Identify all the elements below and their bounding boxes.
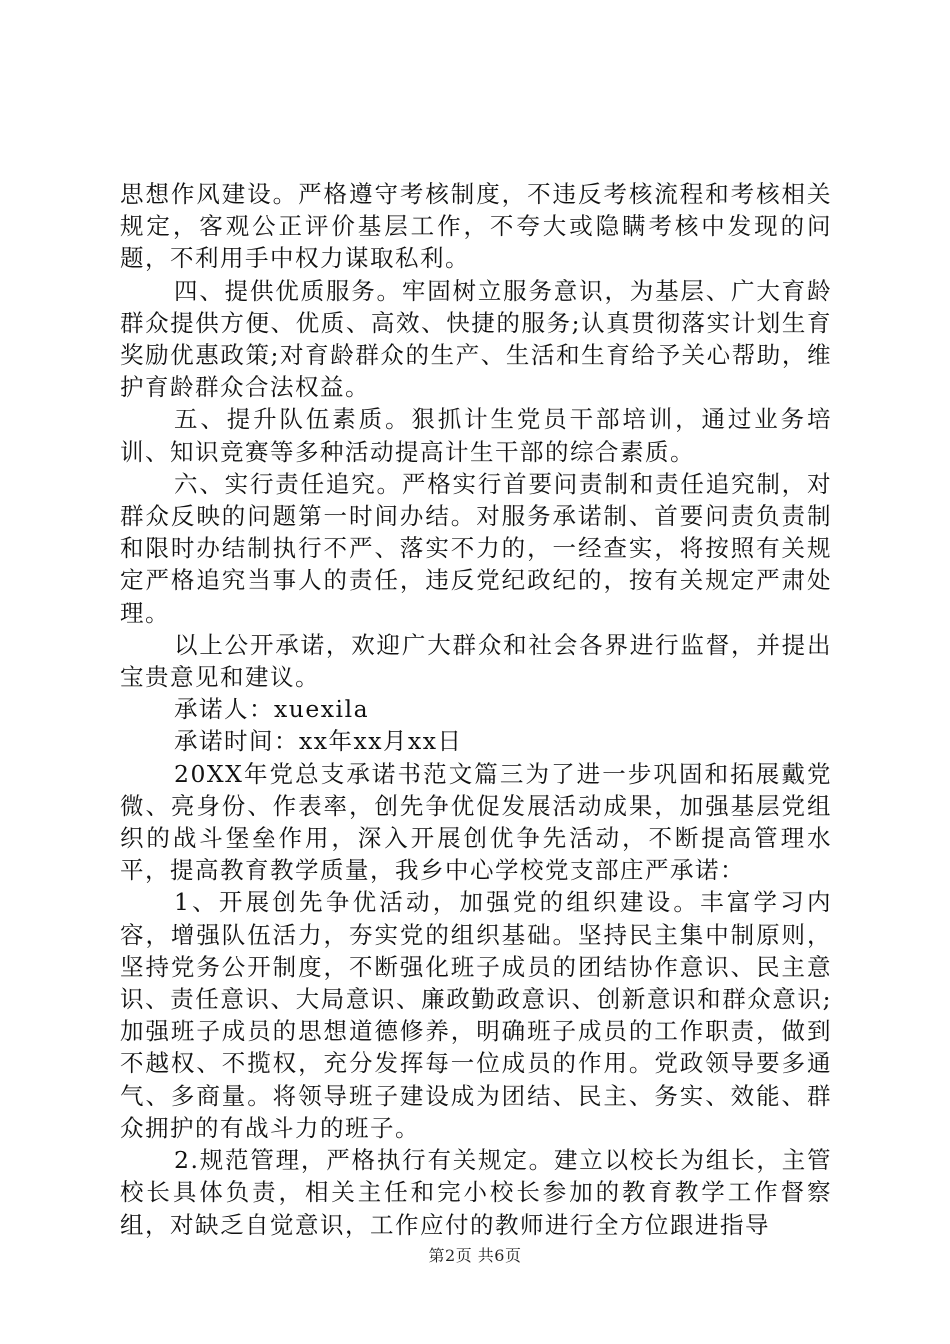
paragraph-4: 六、实行责任追究。严格实行首要问责制和责任追究制，对群众反映的问题第一时间办结。对服务承诺制、首要问责负责制和限时办结制执行不严、落实不力的，一经查实，将按照有关规定严格追究当事人的责任，违反党纪政纪的，按有关规定严肃处理。: [120, 469, 832, 627]
paragraph-2: 四、提供优质服务。牢固树立服务意识，为基层、广大育龄群众提供方便、优质、高效、快捷的服务;认真贯彻落实计划生育奖励优惠政策;对育龄群众的生产、生活和生育给予关心帮助，维护育龄群众合法权益。: [120, 276, 832, 402]
paragraph-8: 20XX年党总支承诺书范文篇三为了进一步巩固和拓展戴党微、亮身份、作表率，创先争优促发展活动成果，加强基层党组织的战斗堡垒作用，深入开展创优争先活动，不断提高管理水平，提高教育教学质量，我乡中心学校党支部庄严承诺：: [120, 759, 832, 885]
paragraph-10: 2.规范管理，严格执行有关规定。建立以校长为组长，主管校长具体负责，相关主任和完小校长参加的教育教学工作督察组，对缺乏自觉意识，工作应付的教师进行全方位跟进指导: [120, 1146, 832, 1239]
document-body: [120, 178, 832, 1241]
page-number-footer: 第2页 共6页: [428, 1246, 522, 1265]
paragraph-9: 1、开展创先争优活动，加强党的组织建设。丰富学习内容，增强队伍活力，夯实党的组织基础。坚持民主集中制原则，坚持党务公开制度，不断强化班子成员的团结协作意识、民主意识、责任意识、大局意识、廉政勤政意识、创新意识和群众意识;加强班子成员的思想道德修养，明确班子成员的工作职责，做到不越权、不揽权，充分发挥每一位成员的作用。党政领导要多通气、多商量。将领导班子建设成为团结、民主、务实、效能、群众拥护的有战斗力的班子。: [120, 888, 832, 1142]
paragraph-1: 思想作风建设。严格遵守考核制度，不违反考核流程和考核相关规定，客观公正评价基层工作，不夸大或隐瞒考核中发现的问题，不利用手中权力谋取私利。: [120, 180, 832, 273]
promisor-line: 承诺人：xuexila: [174, 695, 370, 724]
promise-date-line: 承诺时间：xx年xx月xx日: [174, 727, 463, 756]
paragraph-5: 以上公开承诺，欢迎广大群众和社会各界进行监督，并提出宝贵意见和建议。: [120, 630, 832, 692]
paragraph-3: 五、提升队伍素质。狠抓计生党员干部培训，通过业务培训、知识竞赛等多种活动提高计生干部的综合素质。: [120, 405, 832, 466]
